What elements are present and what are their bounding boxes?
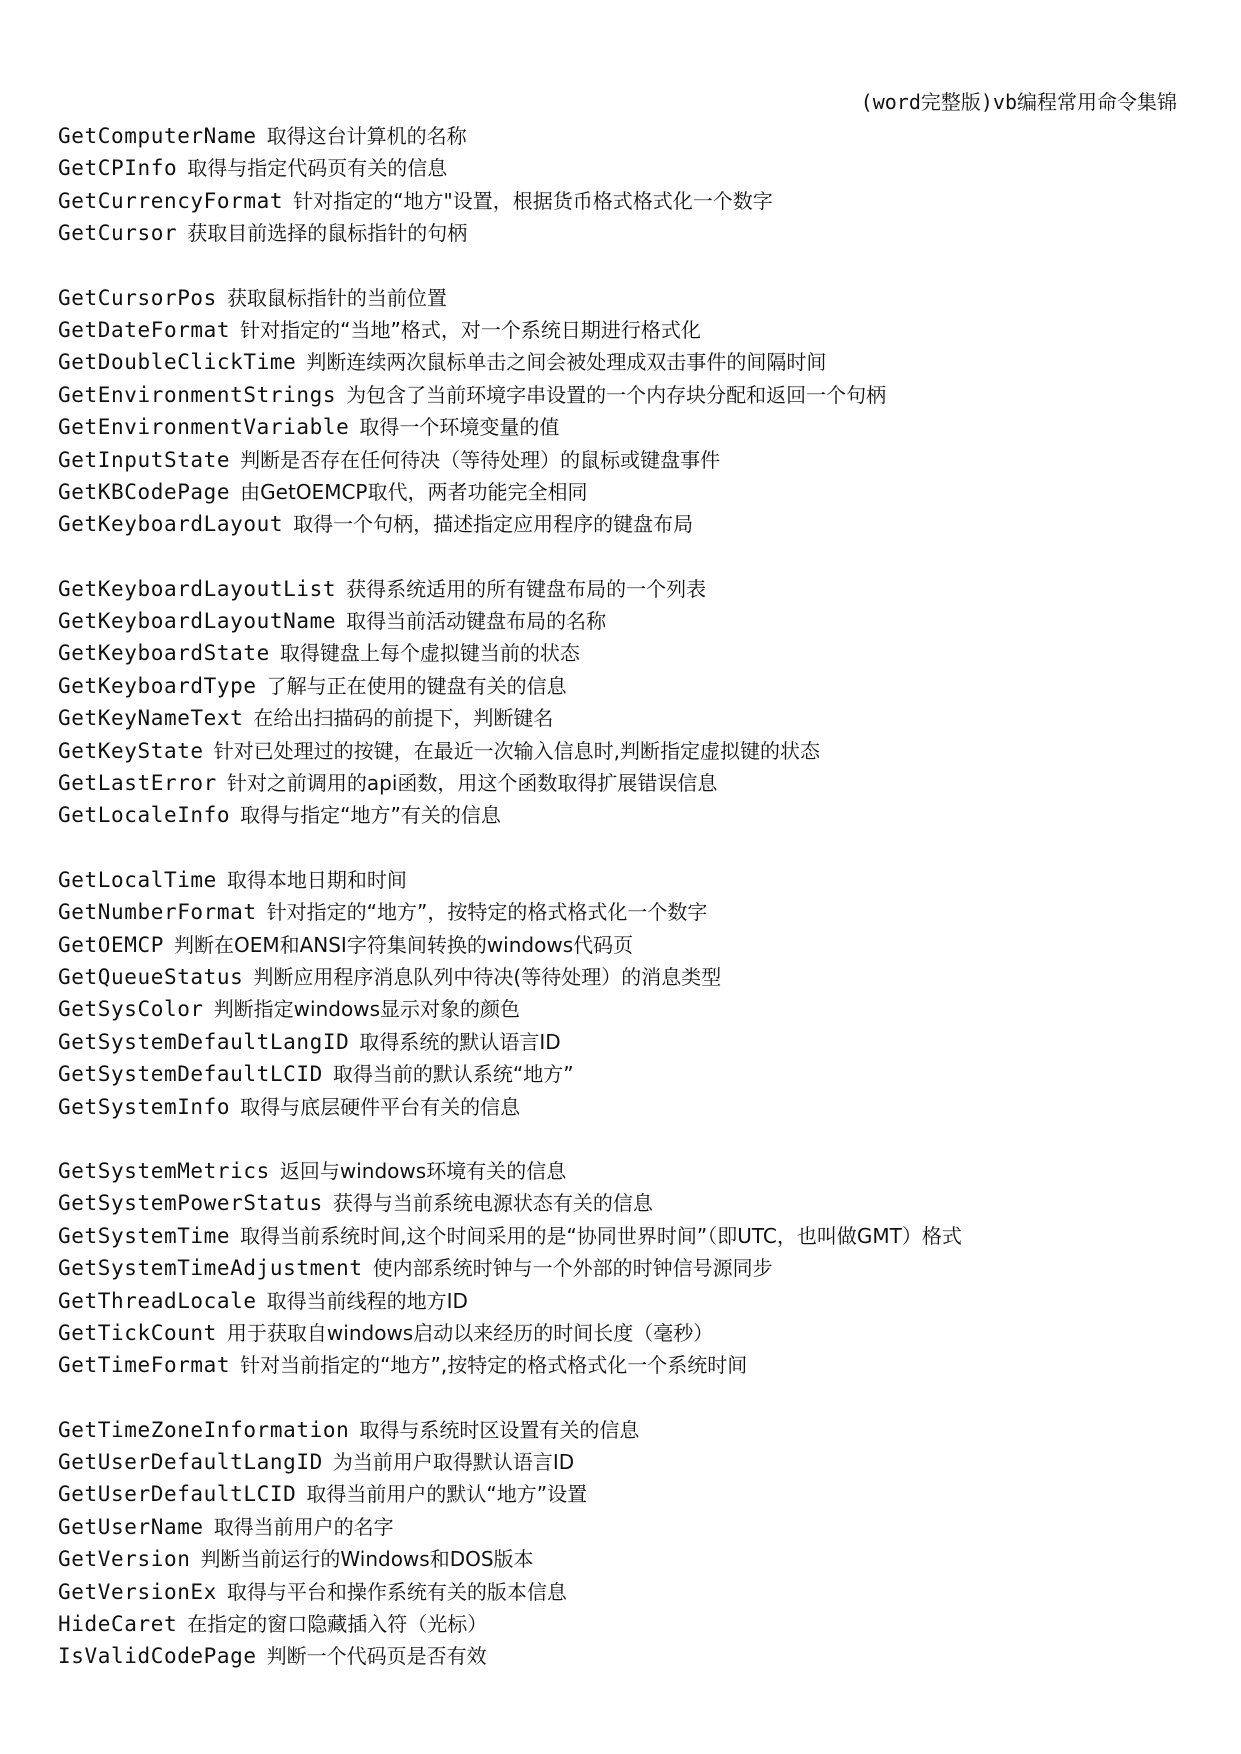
function-description: 取得键盘上每个虚拟键当前的状态: [279, 641, 580, 666]
function-name: GetSystemMetrics: [58, 1158, 270, 1183]
entry-group: [58, 282, 1198, 541]
function-description: 获取目前选择的鼠标指针的句柄: [187, 221, 468, 246]
function-description: 取得当前系统时间,这个时间采用的是“协同世界时间”（即UTC，也叫做GMT）格式: [240, 1223, 962, 1248]
function-description: 取得当前线程的地方ID: [266, 1288, 468, 1313]
list-item: [58, 1608, 1198, 1640]
function-description: 针对当前指定的“地方”,按特定的格式格式化一个系统时间: [240, 1353, 748, 1378]
function-name: GetCurrencyFormat: [58, 188, 284, 213]
function-description: 取得一个环境变量的值: [359, 415, 560, 440]
function-name: GetLastError: [58, 771, 217, 796]
function-name: GetKeyState: [58, 738, 204, 763]
entry-group: [58, 120, 1198, 250]
function-description: 为当前用户取得默认语言ID: [332, 1450, 575, 1475]
list-item: [58, 735, 1198, 767]
function-description: 返回与windows环境有关的信息: [279, 1158, 567, 1183]
list-item: [58, 896, 1198, 928]
list-item: [58, 1285, 1198, 1317]
list-item: [58, 314, 1198, 346]
function-name: GetSystemDefaultLangID: [58, 1029, 350, 1054]
function-name: GetKeyboardState: [58, 641, 270, 666]
list-item: [58, 1187, 1198, 1219]
list-item: [58, 1576, 1198, 1608]
function-description: 取得本地日期和时间: [226, 867, 407, 892]
function-description: 取得与底层硬件平台有关的信息: [240, 1094, 521, 1119]
list-item: [58, 1511, 1198, 1543]
function-description: 取得这台计算机的名称: [266, 124, 467, 148]
list-item: [58, 799, 1198, 831]
function-description: 了解与正在使用的键盘有关的信息: [266, 673, 567, 698]
function-name: GetKeyboardType: [58, 673, 257, 698]
function-name: GetSystemPowerStatus: [58, 1191, 323, 1216]
function-name: GetSysColor: [58, 997, 204, 1022]
function-description: 针对指定的“地方"设置，根据货币格式格式化一个数字: [293, 188, 773, 213]
function-description: 判断是否存在任何待决（等待处理）的鼠标或键盘事件: [240, 447, 721, 472]
function-description: 获得与当前系统电源状态有关的信息: [332, 1191, 653, 1216]
list-item: [58, 864, 1198, 896]
list-item: [58, 1446, 1198, 1478]
function-name: GetInputState: [58, 447, 231, 472]
function-description: 取得当前活动键盘布局的名称: [346, 609, 607, 634]
list-item: [58, 379, 1198, 411]
list-item: [58, 1414, 1198, 1446]
list-item: [58, 573, 1198, 605]
list-item: [58, 185, 1198, 217]
function-name: GetKBCodePage: [58, 479, 231, 504]
list-item: [58, 1026, 1198, 1058]
function-name: GetSystemInfo: [58, 1094, 231, 1119]
function-name: GetQueueStatus: [58, 964, 244, 989]
function-description: 获得系统适用的所有键盘布局的一个列表: [346, 576, 707, 601]
list-item: [58, 702, 1198, 734]
list-item: [58, 961, 1198, 993]
function-description: 取得当前用户的名字: [213, 1514, 394, 1539]
function-description: 判断指定windows显示对象的颜色: [213, 997, 520, 1022]
list-item: [58, 929, 1198, 961]
function-description: 获取鼠标指针的当前位置: [226, 285, 447, 310]
list-item: [58, 1349, 1198, 1381]
function-description: 针对指定的“当地”格式，对一个系统日期进行格式化: [240, 317, 701, 342]
list-item: [58, 411, 1198, 443]
function-description: 取得与系统时区设置有关的信息: [359, 1417, 640, 1442]
function-description: 取得当前用户的默认“地方”设置: [306, 1482, 588, 1507]
function-name: GetDateFormat: [58, 317, 231, 342]
function-name: GetNumberFormat: [58, 900, 257, 925]
list-item: [58, 767, 1198, 799]
function-description: 针对已处理过的按键，在最近一次输入信息时,判断指定虚拟键的状态: [213, 738, 821, 763]
function-description: 判断在OEM和ANSI字符集间转换的windows代码页: [173, 932, 634, 957]
list-item: [58, 282, 1198, 314]
list-item: [58, 476, 1198, 508]
list-item: [58, 152, 1198, 184]
function-name: GetTickCount: [58, 1320, 217, 1345]
entry-group: [58, 573, 1198, 832]
list-item: [58, 444, 1198, 476]
function-description: 使内部系统时钟与一个外部的时钟信号源同步: [372, 1256, 773, 1281]
function-description: 判断应用程序消息队列中待决(等待处理）的消息类型: [253, 964, 722, 989]
function-name: GetCPInfo: [58, 156, 178, 181]
function-description: 针对之前调用的api函数，用这个函数取得扩展错误信息: [226, 771, 718, 796]
list-item: [58, 217, 1198, 249]
list-item: [58, 1058, 1198, 1090]
page-header: (word完整版)vb编程常用命令集锦: [860, 90, 1177, 114]
list-item: [58, 1155, 1198, 1187]
entry-group: [58, 1414, 1198, 1673]
function-name: GetEnvironmentVariable: [58, 415, 350, 440]
function-name: GetEnvironmentStrings: [58, 382, 337, 407]
list-item: [58, 1220, 1198, 1252]
function-name: GetKeyboardLayoutList: [58, 576, 337, 601]
function-name: GetCursor: [58, 221, 178, 246]
list-item: [58, 1252, 1198, 1284]
function-name: GetKeyNameText: [58, 706, 244, 731]
function-name: IsValidCodePage: [58, 1644, 257, 1669]
function-description: 在给出扫描码的前提下，判断键名: [253, 706, 554, 731]
function-name: GetTimeZoneInformation: [58, 1417, 350, 1442]
list-item: [58, 1543, 1198, 1575]
function-description: 判断一个代码页是否有效: [266, 1644, 487, 1669]
function-name: GetVersionEx: [58, 1579, 217, 1604]
function-name: GetThreadLocale: [58, 1288, 257, 1313]
function-description: 取得与指定代码页有关的信息: [187, 156, 448, 181]
function-name: GetSystemTimeAdjustment: [58, 1256, 363, 1281]
list-item: [58, 1091, 1198, 1123]
list-item: [58, 346, 1198, 378]
function-name: GetLocaleInfo: [58, 803, 231, 828]
list-item: [58, 637, 1198, 669]
function-description: 在指定的窗口隐藏插入符（光标）: [187, 1612, 488, 1637]
function-name: GetSystemTime: [58, 1223, 231, 1248]
function-description: 判断连续两次鼠标单击之间会被处理成双击事件的间隔时间: [306, 350, 827, 375]
function-name: GetUserDefaultLangID: [58, 1450, 323, 1475]
function-name: HideCaret: [58, 1612, 178, 1637]
function-description: 取得与平台和操作系统有关的版本信息: [226, 1579, 567, 1604]
list-item: [58, 605, 1198, 637]
list-item: [58, 670, 1198, 702]
function-name: GetDoubleClickTime: [58, 350, 297, 375]
function-name: GetOEMCP: [58, 932, 164, 957]
function-name: GetKeyboardLayout: [58, 512, 284, 537]
list-item: [58, 508, 1198, 540]
function-description: 判断当前运行的Windows和DOS版本: [200, 1547, 534, 1572]
function-description: 取得当前的默认系统“地方”: [332, 1062, 574, 1087]
entry-group: [58, 864, 1198, 1123]
function-name: GetComputerName: [58, 124, 257, 148]
list-item: [58, 993, 1198, 1025]
function-name: GetVersion: [58, 1547, 191, 1572]
list-item: [58, 1640, 1198, 1672]
list-item: [58, 1317, 1198, 1349]
document-body: [58, 120, 1198, 1673]
list-item: [58, 120, 1198, 152]
function-name: GetSystemDefaultLCID: [58, 1062, 323, 1087]
function-name: GetCursorPos: [58, 285, 217, 310]
function-name: GetTimeFormat: [58, 1353, 231, 1378]
list-item: [58, 1478, 1198, 1510]
function-name: GetUserName: [58, 1514, 204, 1539]
entry-group: [58, 1155, 1198, 1382]
function-description: 由GetOEMCP取代，两者功能完全相同: [240, 479, 588, 504]
function-description: 为包含了当前环境字串设置的一个内存块分配和返回一个句柄: [346, 382, 887, 407]
function-description: 取得系统的默认语言ID: [359, 1029, 561, 1054]
function-description: 取得一个句柄，描述指定应用程序的键盘布局: [293, 512, 694, 537]
function-description: 针对指定的“地方”，按特定的格式格式化一个数字: [266, 900, 708, 925]
function-name: GetLocalTime: [58, 867, 217, 892]
function-description: 用于获取自windows启动以来经历的时间长度（毫秒）: [226, 1320, 714, 1345]
function-name: GetKeyboardLayoutName: [58, 609, 337, 634]
function-description: 取得与指定“地方”有关的信息: [240, 803, 501, 828]
function-name: GetUserDefaultLCID: [58, 1482, 297, 1507]
